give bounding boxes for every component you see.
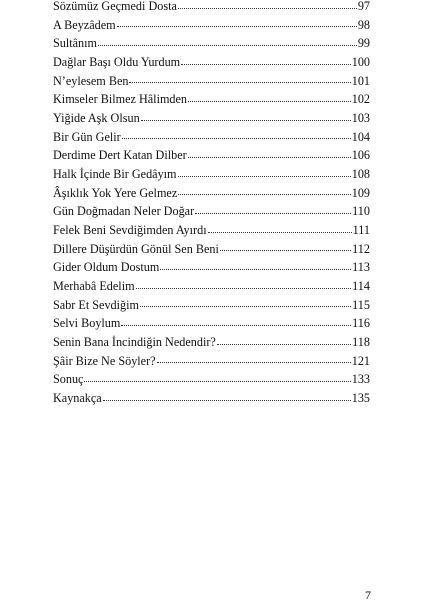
toc-entry-page: 121 xyxy=(351,353,370,368)
toc-entry xyxy=(53,165,370,184)
toc-entry-page: 106 xyxy=(351,148,370,163)
toc-entry-page: 102 xyxy=(351,92,370,107)
toc-entry xyxy=(53,277,370,296)
dot-leader xyxy=(217,344,351,345)
dot-leader xyxy=(122,138,351,139)
dot-leader xyxy=(178,194,350,195)
toc-entry-title: Senin Bana İncindiğin Nedendir? xyxy=(53,335,216,350)
toc-entry-title: Sabr Et Sevdiğim xyxy=(53,297,139,312)
toc-entry-title: Âşıklık Yok Yere Gelmez xyxy=(53,185,178,200)
toc-entry-page: 104 xyxy=(351,129,370,144)
toc-entry xyxy=(53,72,370,91)
toc-entry xyxy=(53,0,370,16)
dot-leader xyxy=(160,269,351,270)
toc-entry-page: 111 xyxy=(352,223,370,238)
toc-entry-title: Felek Beni Sevdiğimden Ayırdı xyxy=(53,223,207,238)
dot-leader xyxy=(141,120,351,121)
toc-entry xyxy=(53,109,370,128)
dot-leader xyxy=(129,82,350,83)
toc-entry xyxy=(53,128,370,147)
dot-leader xyxy=(136,288,352,289)
dot-leader xyxy=(140,306,351,307)
toc-entry xyxy=(53,90,370,109)
toc-entry xyxy=(53,184,370,203)
toc-entry xyxy=(53,16,370,35)
toc-entry-page: 108 xyxy=(351,167,370,182)
toc-entry-title: Merhabâ Edelim xyxy=(53,279,135,294)
toc-entry xyxy=(53,258,370,277)
toc-entry xyxy=(53,221,370,240)
toc-entry-page: 97 xyxy=(357,0,370,13)
dot-leader xyxy=(178,176,351,177)
toc-entry xyxy=(53,352,370,371)
toc-entry-page: 135 xyxy=(351,391,370,406)
toc-entry-page: 133 xyxy=(351,372,370,387)
toc-entry xyxy=(53,314,370,333)
toc-entry xyxy=(53,333,370,352)
toc-entry-page: 112 xyxy=(352,241,370,256)
dot-leader xyxy=(195,213,351,214)
toc-entry-title: Bir Gün Gelir xyxy=(53,129,121,144)
toc-entry-title: Dillere Düşürdün Gönül Sen Beni xyxy=(53,241,219,256)
toc-entry xyxy=(53,389,370,408)
toc-entry-title: Sultânım xyxy=(53,36,98,51)
toc-entry-title: Derdime Dert Katan Dilber xyxy=(53,148,187,163)
table-of-contents xyxy=(53,0,370,408)
toc-entry-page: 114 xyxy=(352,279,370,294)
dot-leader xyxy=(208,232,352,233)
dot-leader xyxy=(103,400,351,401)
toc-entry-page: 100 xyxy=(351,55,370,70)
toc-entry xyxy=(53,296,370,315)
page-number: 7 xyxy=(365,588,371,602)
toc-entry-page: 110 xyxy=(352,204,370,219)
toc-entry xyxy=(53,202,370,221)
toc-entry-title: Gider Oldum Dostum xyxy=(53,260,160,275)
toc-entry xyxy=(53,53,370,72)
toc-entry-title: Sözümüz Geçmedi Dosta xyxy=(53,0,177,13)
toc-entry-title: Sonuç xyxy=(53,372,84,387)
toc-entry-page: 101 xyxy=(351,73,370,88)
dot-leader xyxy=(157,362,351,363)
toc-entry-title: Halk İçinde Bir Gedâyım xyxy=(53,167,177,182)
toc-entry-title: Gün Doğmadan Neler Doğar xyxy=(53,204,195,219)
toc-entry xyxy=(53,370,370,389)
dot-leader xyxy=(188,157,351,158)
toc-entry xyxy=(53,34,370,53)
dot-leader xyxy=(220,250,351,251)
toc-entry-title: Dağlar Başı Oldu Yurdum xyxy=(53,55,181,70)
toc-entry-title: Selvi Boylum xyxy=(53,316,121,331)
toc-entry-page: 103 xyxy=(351,111,370,126)
toc-entry-page: 118 xyxy=(352,335,370,350)
toc-entry xyxy=(53,240,370,259)
toc-entry-title: A Beyzâdem xyxy=(53,17,116,32)
toc-entry-page: 116 xyxy=(352,316,370,331)
toc-entry-page: 99 xyxy=(357,36,370,51)
dot-leader xyxy=(121,325,351,326)
toc-entry-page: 98 xyxy=(357,17,370,32)
dot-leader xyxy=(98,45,357,46)
toc-entry xyxy=(53,146,370,165)
dot-leader xyxy=(178,8,357,9)
toc-entry-title: N’eylesem Ben xyxy=(53,73,129,88)
toc-entry-title: Kaynakça xyxy=(53,391,102,406)
dot-leader xyxy=(117,26,357,27)
toc-entry-title: Şâir Bize Ne Söyler? xyxy=(53,353,156,368)
toc-entry-page: 113 xyxy=(352,260,370,275)
toc-entry-page: 109 xyxy=(351,185,370,200)
toc-entry-page: 115 xyxy=(352,297,370,312)
dot-leader xyxy=(181,64,351,65)
dot-leader xyxy=(84,381,350,382)
toc-entry-title: Kimseler Bilmez Hâlimden xyxy=(53,92,188,107)
dot-leader xyxy=(188,101,351,102)
toc-entry-title: Yiğide Aşk Olsun xyxy=(53,111,140,126)
